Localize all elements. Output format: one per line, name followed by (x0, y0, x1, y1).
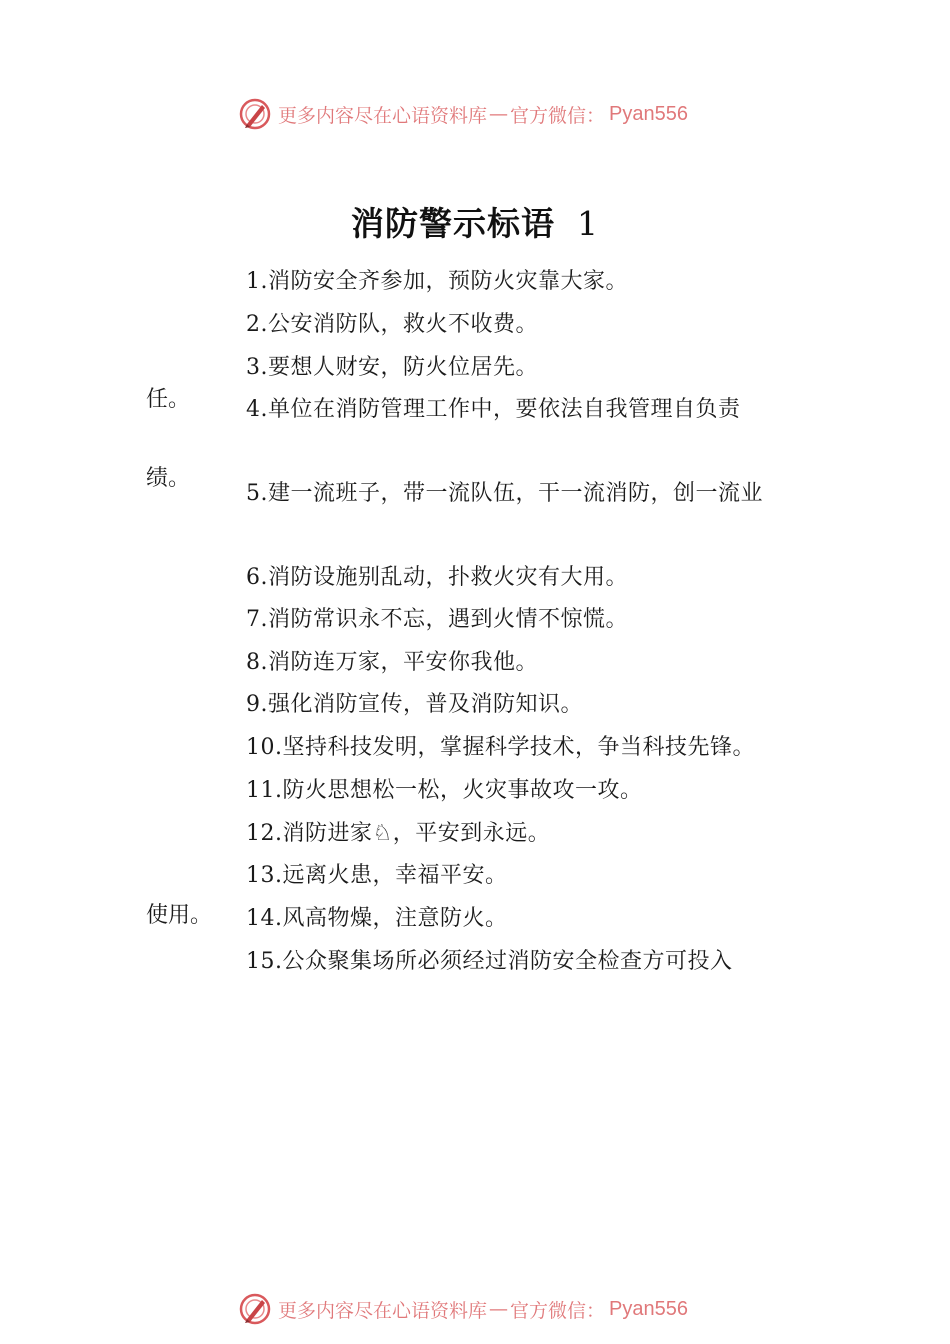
continuation-text: 任。 (146, 387, 191, 412)
list-item: 6.消防设施别乱动，扑救火灾有大用。 (246, 565, 628, 590)
list-item: 13.远离火患，幸福平安。 (246, 863, 508, 888)
list-item: 12.消防进家♘，平安到永远。 (246, 821, 551, 846)
banner-wechat-label: 官方微信： (510, 104, 606, 127)
banner-dash: — (489, 1298, 509, 1320)
banner-wechat-label: 官方微信： (510, 1299, 606, 1322)
list-item: 7.消防常识永不忘，遇到火情不惊慌。 (246, 607, 628, 632)
list-item: 10.坚持科技发明，掌握科学技术，争当科技先锋。 (246, 735, 755, 760)
list-item: 4.单位在消防管理工作中，要依法自我管理自负责 (246, 397, 741, 422)
list-item: 9.强化消防宣传，普及消防知识。 (246, 692, 583, 717)
banner-wechat-id: Pyan556 (609, 102, 688, 125)
list-item: 2.公安消防队，救火不收费。 (246, 312, 538, 337)
banner-text: 更多内容尽在心语资料库 (278, 1299, 488, 1322)
banner-wechat-id: Pyan556 (609, 1297, 688, 1320)
continuation-text: 使用。 (146, 903, 213, 928)
title-text: 消防警示标语 (351, 204, 555, 243)
banner-text: 更多内容尽在心语资料库 (278, 104, 488, 127)
header-banner (238, 96, 688, 132)
pen-logo-icon (238, 1292, 272, 1326)
list-item: 14.风高物燥，注意防火。 (246, 906, 508, 931)
footer-banner (238, 1291, 688, 1327)
continuation-text: 绩。 (146, 466, 191, 491)
banner-dash: — (489, 103, 509, 125)
title-number: 1 (577, 204, 599, 243)
list-item: 15.公众聚集场所必须经过消防安全检查方可投入 (246, 949, 733, 974)
pen-logo-icon (238, 97, 272, 131)
list-item: 1.消防安全齐参加，预防火灾靠大家。 (246, 269, 628, 294)
page-title (0, 198, 950, 245)
list-item: 5.建一流班子，带一流队伍，干一流消防，创一流业 (246, 481, 763, 506)
list-item: 3.要想人财安，防火位居先。 (246, 355, 538, 380)
list-item: 8.消防连万家，平安你我他。 (246, 650, 538, 675)
list-item: 11.防火思想松一松，火灾事故攻一攻。 (246, 778, 643, 803)
